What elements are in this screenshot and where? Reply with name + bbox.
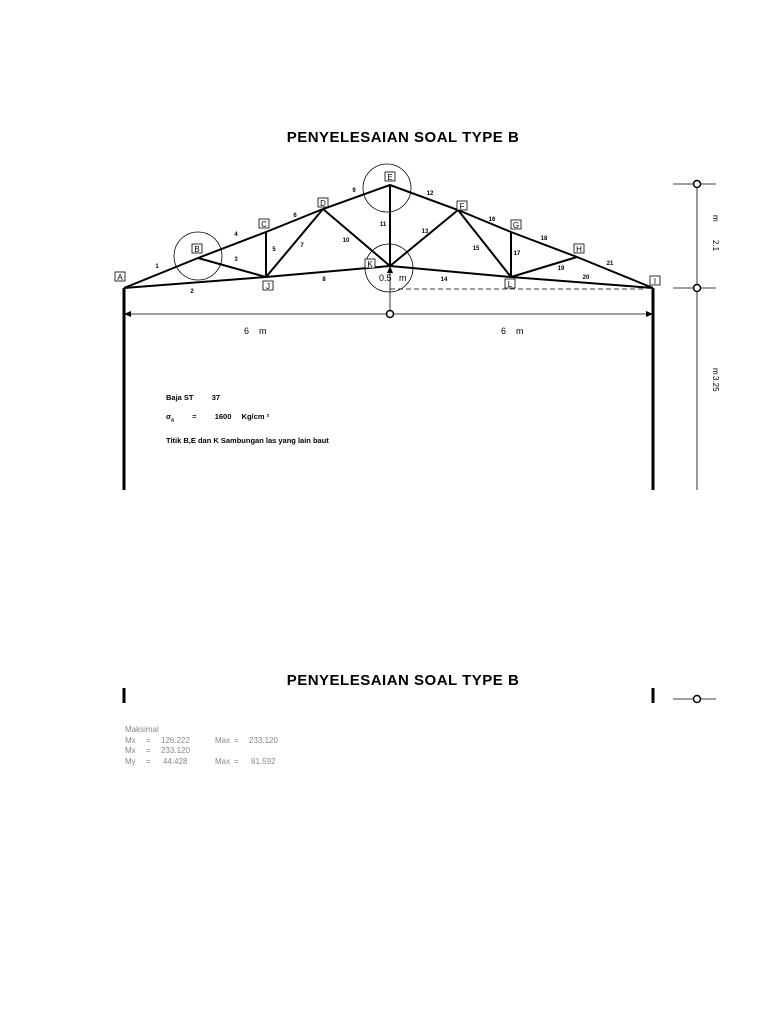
weld-circles bbox=[174, 164, 413, 292]
row-max-label: Max bbox=[215, 756, 231, 766]
member-label-14: 14 bbox=[440, 277, 448, 283]
row-max-value: 81.592 bbox=[251, 756, 276, 766]
sigma-sub: a bbox=[171, 417, 174, 424]
member-label-3: 3 bbox=[234, 257, 238, 263]
member-label-6: 6 bbox=[293, 213, 297, 219]
member-label-19: 19 bbox=[557, 266, 565, 272]
stress-equals: = bbox=[192, 412, 197, 421]
member-label-21: 21 bbox=[606, 261, 614, 267]
node-label-h: H bbox=[576, 245, 582, 254]
member-label-11: 11 bbox=[379, 222, 387, 228]
member-label-13: 13 bbox=[421, 229, 429, 235]
height-top-unit: m bbox=[711, 215, 720, 222]
node-label-a: A bbox=[117, 273, 123, 282]
marker-mid bbox=[694, 285, 701, 292]
row-value: 126.222 bbox=[161, 735, 190, 745]
joints-note: Titik B,E dan K Sambungan las yang lain baut bbox=[166, 435, 329, 445]
node-label-j: J bbox=[266, 282, 270, 291]
stress-value: 1600 bbox=[214, 412, 232, 421]
node-label-i: I bbox=[653, 277, 657, 286]
row-value: 44.428 bbox=[163, 756, 188, 766]
member-label-2: 2 bbox=[190, 289, 194, 295]
member-19 bbox=[511, 257, 577, 277]
node-label-g: G bbox=[512, 221, 520, 230]
node-label-l: L bbox=[507, 280, 513, 289]
row-eq: = bbox=[146, 756, 151, 766]
span-left-label: 6 m bbox=[244, 326, 267, 336]
member-label-10: 10 bbox=[342, 238, 350, 244]
member-label-4: 4 bbox=[234, 232, 238, 238]
node-label-e: E bbox=[387, 173, 393, 182]
row-max-value: 233.120 bbox=[249, 735, 278, 745]
node-label-b: B bbox=[194, 245, 200, 254]
height-bottom-unit: m bbox=[711, 368, 720, 375]
member-label-17: 17 bbox=[513, 251, 521, 257]
page-title: PENYELESAIAN SOAL TYPE B bbox=[286, 129, 520, 146]
row-eq: = bbox=[146, 735, 151, 745]
span-right-label: 6 m bbox=[501, 326, 524, 336]
member-label-16: 16 bbox=[488, 217, 496, 223]
member-label-5: 5 bbox=[272, 247, 276, 253]
row-value: 233.120 bbox=[161, 746, 190, 755]
rise-label: 0.5 m bbox=[379, 273, 407, 283]
table-row bbox=[125, 746, 190, 757]
member-10 bbox=[323, 209, 390, 266]
height-top-value: 2.1 bbox=[711, 240, 720, 252]
height-labels bbox=[711, 215, 720, 392]
weld-circle-e bbox=[363, 164, 411, 212]
steel-line bbox=[166, 388, 329, 407]
weld-circle-b bbox=[174, 232, 222, 280]
sigma-symbol: σ bbox=[166, 412, 172, 421]
row-max-eq: = bbox=[234, 735, 239, 745]
table-row bbox=[125, 735, 278, 747]
node-label-k: K bbox=[367, 260, 373, 269]
steel-value: 37 bbox=[211, 393, 221, 402]
node-label-d: D bbox=[320, 199, 326, 208]
table-row bbox=[125, 756, 276, 768]
row-label: Mx bbox=[125, 746, 136, 755]
row-eq: = bbox=[146, 746, 151, 755]
member-label-7: 7 bbox=[300, 243, 304, 249]
row-label: Mx bbox=[125, 735, 136, 745]
member-13 bbox=[390, 210, 458, 266]
member-3 bbox=[198, 258, 266, 277]
material-notes bbox=[166, 388, 329, 450]
marker-top bbox=[694, 181, 701, 188]
member-7 bbox=[266, 209, 323, 277]
member-label-12: 12 bbox=[426, 191, 434, 197]
dimension-labels bbox=[244, 273, 524, 336]
member-label-20: 20 bbox=[582, 275, 590, 281]
maksimal-table bbox=[125, 725, 278, 767]
steel-label: Baja ST bbox=[166, 393, 194, 402]
member-label-15: 15 bbox=[472, 246, 480, 252]
stress-line bbox=[166, 407, 329, 431]
row-max-eq: = bbox=[234, 756, 239, 766]
member-label-8: 8 bbox=[322, 277, 326, 283]
member-label-1: 1 bbox=[155, 264, 159, 270]
member-label-9: 9 bbox=[352, 188, 356, 194]
member-label-18: 18 bbox=[540, 236, 548, 242]
marker-lower bbox=[694, 696, 701, 703]
height-bottom-value: 3.25 bbox=[711, 376, 720, 392]
stress-unit: Kg/cm ² bbox=[241, 412, 270, 421]
section-title-2: PENYELESAIAN SOAL TYPE B bbox=[286, 672, 520, 689]
node-label-f: F bbox=[459, 202, 465, 211]
columns bbox=[124, 288, 653, 703]
row-label: My bbox=[125, 756, 136, 766]
node-label-c: C bbox=[261, 220, 267, 229]
row-max-label: Max bbox=[215, 735, 231, 745]
maksimal-header: Maksimal bbox=[125, 725, 159, 734]
marker-center bbox=[387, 311, 394, 318]
